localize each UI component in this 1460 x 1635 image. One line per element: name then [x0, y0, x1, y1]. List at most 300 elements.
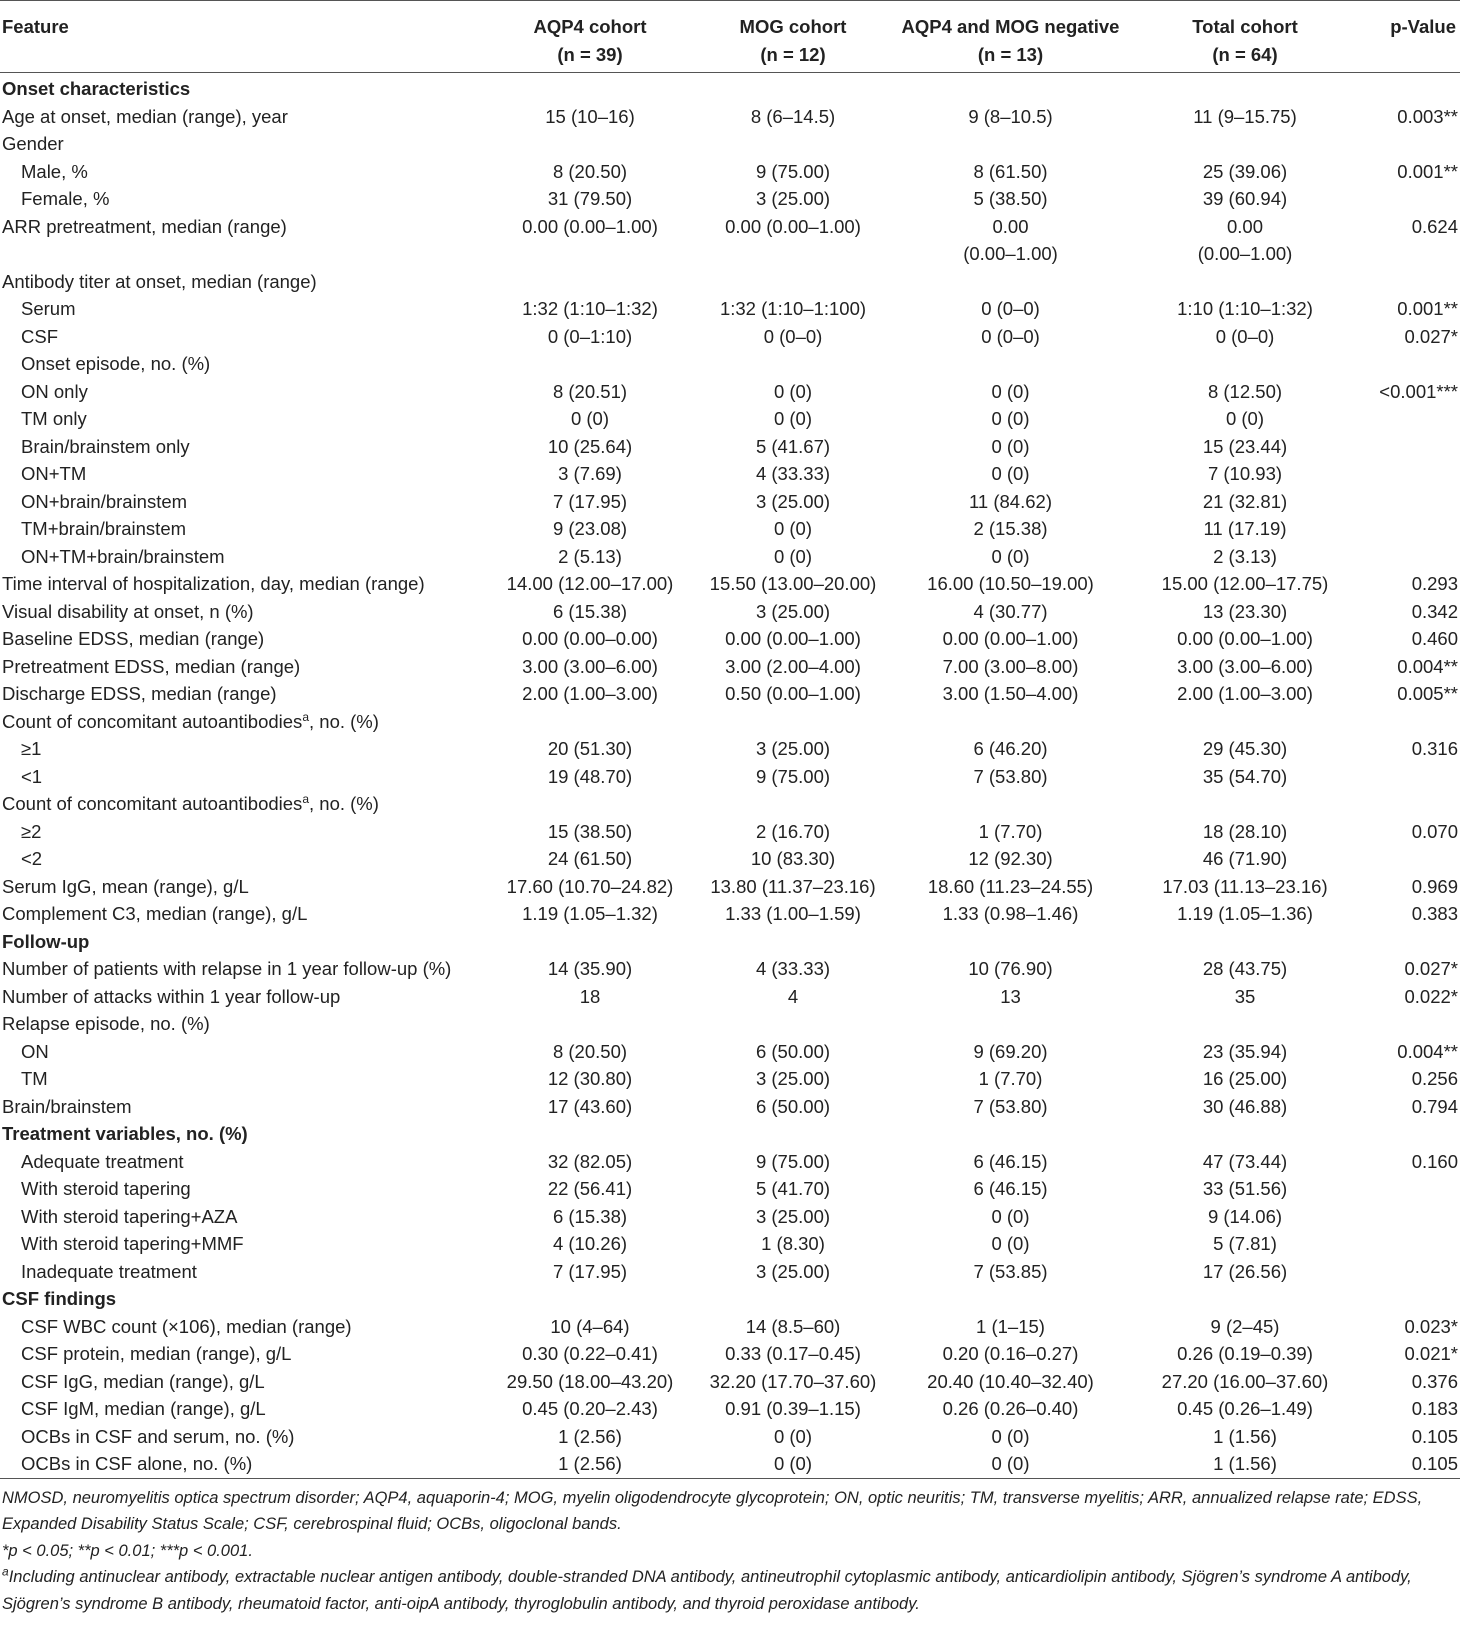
mog-cell: 1 (8.30) [761, 1233, 825, 1254]
feature-cell: TM+brain/brainstem [21, 518, 187, 539]
table-row [0, 653, 1460, 681]
negative-cell: 4 (30.77) [973, 600, 1048, 622]
table-header [0, 1, 1460, 73]
aqp4-cell: 10 (25.64) [547, 435, 633, 457]
table-body [0, 73, 1460, 1479]
table-row [0, 763, 1460, 791]
p-value-cell: 0.027* [1404, 325, 1458, 347]
p-value-cell: 0.001** [1397, 160, 1458, 182]
total-cell: 21 (32.81) [1202, 490, 1288, 512]
negative-cell: 0 (0) [991, 435, 1030, 457]
total-cell: 5 (7.81) [1213, 1233, 1277, 1254]
mog-cell: 0 (0) [773, 408, 813, 429]
aqp4-cell [487, 790, 693, 818]
total-cell: 47 (73.44) [1202, 1150, 1288, 1172]
feature-cell: Visual disability at onset, n (%) [2, 600, 254, 622]
aqp4-cell [487, 350, 693, 378]
p-value-cell: 0.794 [1411, 1095, 1458, 1117]
negative-cell: 0.00 (0.00–1.00) [942, 628, 1079, 649]
total-cell [1128, 790, 1362, 818]
negative-cell: 6 (46.15) [973, 1178, 1048, 1199]
total-cell: 16 (25.00) [1202, 1068, 1288, 1089]
mog-cell [693, 928, 893, 956]
p-value-cell [1362, 350, 1460, 378]
section-title: Onset characteristics [2, 78, 191, 99]
feature-cell: Relapse episode, no. (%) [2, 1013, 210, 1034]
table-row [0, 570, 1460, 598]
p-value-cell [1362, 433, 1460, 461]
p-value-cell: 0.376 [1411, 1370, 1458, 1392]
feature-cell: Antibody titer at onset, median (range) [2, 270, 317, 292]
total-cell: 9 (14.06) [1207, 1205, 1283, 1227]
table-row [0, 158, 1460, 186]
mog-cell: 3 (25.00) [755, 490, 831, 512]
table-row [0, 515, 1460, 543]
aqp4-cell: 22 (56.41) [547, 1178, 633, 1199]
total-cell: 13 (23.30) [1202, 600, 1288, 622]
mog-cell: 4 (33.33) [755, 958, 831, 979]
table-row [0, 983, 1460, 1011]
section-row [0, 73, 1460, 103]
negative-cell: 0.20 (0.16–0.27) [942, 1343, 1079, 1364]
mog-cell: 0.33 (0.17–0.45) [725, 1343, 861, 1364]
footnote-a-text: Including antinuclear antibody, extractable nuclear antigen antibody, double-stranded DNA antibody, antineutrophil cytoplasmic antibody, anticardiolipin antibody, Sjögren’s syndrome A antibody, Sjögren’s syndrome B antibody, rheumatoid factor, anti-oipA antibody, thyroglobulin antibody, and thyroid peroxidase antibody. [2, 1568, 1412, 1613]
feature-cell: OCBs in CSF alone, no. (%) [0, 1450, 487, 1478]
feature-cell: CSF protein, median (range), g/L [21, 1343, 292, 1364]
negative-cell: 16.00 (10.50–19.00) [927, 573, 1094, 594]
total-cell: 0.00 (0.00–1.00) [1197, 215, 1293, 264]
p-value-cell: 0.003** [1397, 105, 1458, 127]
negative-cell [893, 1285, 1128, 1313]
feature-cell: Discharge EDSS, median (range) [2, 683, 277, 704]
aqp4-cell: 6 (15.38) [552, 600, 628, 622]
table-row [0, 1038, 1460, 1066]
negative-cell: 7 (53.80) [973, 765, 1048, 787]
aqp4-cell: 0 (0–1:10) [547, 325, 633, 347]
p-value-cell: 0.001** [1397, 298, 1458, 319]
mog-cell [693, 73, 893, 103]
aqp4-cell: 8 (20.50) [552, 160, 628, 182]
p-value-cell [1362, 460, 1460, 488]
total-cell: 33 (51.56) [1202, 1178, 1288, 1199]
aqp4-cell: 2.00 (1.00–3.00) [522, 683, 658, 704]
total-cell: 1 (1.56) [1128, 1450, 1362, 1478]
p-value-cell [1362, 130, 1460, 158]
p-value-cell [1362, 405, 1460, 433]
total-cell: 0 (0) [1225, 408, 1265, 429]
feature-cell: Serum IgG, mean (range), g/L [2, 875, 249, 897]
negative-cell: 12 (92.30) [968, 848, 1053, 869]
total-cell: 0.26 (0.19–0.39) [1177, 1343, 1313, 1364]
aqp4-cell: 1 (2.56) [558, 1425, 622, 1447]
p-value-cell [1362, 928, 1460, 956]
total-cell: 8 (12.50) [1207, 380, 1283, 402]
negative-cell: 3.00 (1.50–4.00) [942, 683, 1079, 704]
p-value-cell: 0.460 [1411, 628, 1458, 649]
mog-cell: 0 (0) [773, 545, 813, 567]
p-value-cell [1362, 488, 1460, 516]
aqp4-cell [487, 130, 693, 158]
total-cell: 7 (10.93) [1207, 463, 1283, 484]
footnote-significance: *p < 0.05; **p < 0.01; ***p < 0.001. [2, 1541, 253, 1560]
table-row [0, 1203, 1460, 1231]
aqp4-cell: 1 (2.56) [487, 1450, 693, 1478]
mog-cell: 3 (25.00) [755, 600, 831, 622]
negative-cell: 0 (0) [991, 463, 1030, 484]
negative-cell [893, 708, 1128, 736]
aqp4-cell: 12 (30.80) [547, 1068, 633, 1089]
p-value-cell [1362, 543, 1460, 571]
p-value-cell [1362, 185, 1460, 213]
section-title: Treatment variables, no. (%) [2, 1123, 248, 1144]
negative-cell: 0 (0–0) [981, 325, 1040, 347]
total-cell: 9 (2–45) [1210, 1315, 1280, 1337]
mog-cell: 4 [787, 985, 799, 1007]
aqp4-cell [487, 708, 693, 736]
table-row [0, 405, 1460, 433]
table-row [0, 790, 1460, 818]
p-value-cell: 0.105 [1362, 1450, 1460, 1478]
total-cell: 3.00 (3.00–6.00) [1177, 655, 1313, 677]
negative-cell: 9 (69.20) [973, 1040, 1048, 1062]
total-cell [1128, 268, 1362, 296]
total-cell: 39 (60.94) [1202, 188, 1288, 209]
feature-cell: Serum [21, 298, 76, 319]
aqp4-cell: 0.30 (0.22–0.41) [522, 1343, 658, 1364]
p-value-cell: 0.070 [1411, 820, 1458, 842]
p-value-cell [1362, 1175, 1460, 1203]
p-value-cell: 0.022* [1404, 985, 1458, 1007]
total-cell [1128, 73, 1362, 103]
total-cell: 2.00 (1.00–3.00) [1177, 683, 1313, 704]
section-row [0, 1120, 1460, 1148]
feature-cell: Number of patients with relapse in 1 year follow-up (%) [2, 958, 452, 979]
mog-cell [693, 790, 893, 818]
aqp4-cell: 17.60 (10.70–24.82) [506, 875, 674, 897]
p-value-cell: 0.316 [1411, 738, 1458, 759]
footnote-marker: a [302, 709, 309, 724]
feature-cell: Pretreatment EDSS, median (range) [2, 655, 301, 677]
header-aqp4: AQP4 cohort (n = 39) [487, 1, 693, 73]
feature-cell: Number of attacks within 1 year follow-up [2, 985, 341, 1007]
negative-cell: 0.26 (0.26–0.40) [942, 1398, 1079, 1419]
aqp4-cell: 1.19 (1.05–1.32) [522, 903, 658, 924]
header-feature: Feature [0, 1, 487, 73]
total-cell: 0.45 (0.26–1.49) [1177, 1398, 1313, 1419]
p-value-cell: 0.027* [1404, 958, 1458, 979]
aqp4-cell [487, 1010, 693, 1038]
p-value-cell: 0.004** [1397, 655, 1458, 677]
negative-cell [893, 73, 1128, 103]
total-cell: 28 (43.75) [1202, 958, 1288, 979]
table-row [0, 1148, 1460, 1176]
table-row [0, 1010, 1460, 1038]
mog-cell: 1:32 (1:10–1:100) [719, 298, 867, 319]
aqp4-cell: 0.00 (0.00–1.00) [522, 215, 658, 237]
table-row [0, 130, 1460, 158]
total-cell [1128, 130, 1362, 158]
negative-cell: 0 (0) [991, 1425, 1030, 1447]
negative-cell: 6 (46.20) [973, 738, 1048, 759]
footnote-a-mark: a [2, 1564, 9, 1579]
feature-cell: <2 [21, 848, 43, 869]
aqp4-cell: 0.45 (0.20–2.43) [522, 1398, 658, 1419]
table-row [0, 323, 1460, 351]
feature-cell: TM only [21, 408, 87, 429]
total-cell [1128, 1120, 1362, 1148]
negative-cell: 10 (76.90) [968, 958, 1053, 979]
mog-cell: 0 (0) [773, 1425, 813, 1447]
table-row [0, 1450, 1460, 1478]
table-footnotes [0, 1479, 1460, 1618]
p-value-cell [1362, 845, 1460, 873]
feature-cell: Count of concomitant autoantibodies$^a$, no. (%) [2, 709, 379, 732]
negative-cell: 7 (53.85) [973, 1260, 1048, 1282]
total-cell: 0 (0–0) [1215, 325, 1275, 347]
aqp4-cell: 10 (4–64) [550, 1315, 630, 1337]
mog-cell: 32.20 (17.70–37.60) [709, 1370, 877, 1392]
mog-cell [693, 1285, 893, 1313]
feature-cell: Brain/brainstem only [21, 435, 190, 457]
negative-cell: 0 (0) [893, 1450, 1128, 1478]
p-value-cell: 0.342 [1411, 600, 1458, 622]
negative-cell [893, 1010, 1128, 1038]
negative-cell: 6 (46.15) [973, 1150, 1048, 1172]
aqp4-cell: 3 (7.69) [558, 463, 622, 484]
total-cell: 15.00 (12.00–17.75) [1161, 573, 1329, 594]
table-row [0, 1340, 1460, 1368]
aqp4-cell: 0.00 (0.00–0.00) [522, 628, 658, 649]
mog-cell: 0 (0–0) [763, 325, 823, 347]
total-cell: 0.00 (0.00–1.00) [1177, 628, 1313, 649]
table-row [0, 735, 1460, 763]
feature-cell: Time interval of hospitalization, day, median (range) [2, 573, 425, 594]
table-row [0, 378, 1460, 406]
total-cell: 35 [1234, 985, 1256, 1007]
total-cell [1128, 350, 1362, 378]
table-row [0, 1368, 1460, 1396]
mog-cell: 9 (75.00) [755, 160, 831, 182]
p-value-cell: <0.001*** [1379, 380, 1458, 402]
negative-cell: 18.60 (11.23–24.55) [927, 875, 1094, 897]
aqp4-cell [487, 73, 693, 103]
table-row [0, 295, 1460, 323]
aqp4-cell: 20 (51.30) [547, 738, 633, 759]
negative-cell [893, 790, 1128, 818]
mog-cell: 13.80 (11.37–23.16) [710, 875, 876, 897]
p-value-cell: 0.021* [1404, 1343, 1458, 1364]
aqp4-cell: 14.00 (12.00–17.00) [506, 573, 674, 594]
mog-cell [693, 708, 893, 736]
p-value-cell [1362, 268, 1460, 296]
aqp4-cell: 7 (17.95) [552, 490, 628, 512]
aqp4-cell [487, 1120, 693, 1148]
aqp4-cell: 31 (79.50) [547, 188, 633, 209]
table-row [0, 185, 1460, 213]
mog-cell: 9 (75.00) [755, 765, 831, 787]
negative-cell: 20.40 (10.40–32.40) [927, 1370, 1094, 1392]
table-row [0, 1423, 1460, 1451]
aqp4-cell: 0 (0) [570, 408, 610, 429]
negative-cell: 0.00 (0.00–1.00) [963, 215, 1058, 264]
negative-cell: 13 [1000, 985, 1021, 1007]
mog-cell: 3 (25.00) [755, 1260, 831, 1282]
header-p-value: p-Value [1362, 1, 1460, 73]
table-row [0, 543, 1460, 571]
feature-cell: Male, % [21, 160, 88, 182]
feature-cell: ARR pretreatment, median (range) [2, 215, 287, 237]
table-row [0, 598, 1460, 626]
mog-cell: 5 (41.67) [755, 435, 831, 457]
total-cell: 1.19 (1.05–1.36) [1177, 903, 1313, 924]
negative-cell: 8 (61.50) [973, 160, 1048, 182]
table-row [0, 873, 1460, 901]
aqp4-cell: 29.50 (18.00–43.20) [506, 1370, 674, 1392]
mog-cell: 6 (50.00) [755, 1040, 831, 1062]
negative-cell: 1 (7.70) [978, 1068, 1043, 1089]
table-row [0, 1065, 1460, 1093]
p-value-cell: 0.005** [1397, 683, 1458, 704]
mog-cell [693, 1120, 893, 1148]
total-cell: 1 (1.56) [1213, 1425, 1277, 1447]
mog-cell [693, 1010, 893, 1038]
table-row [0, 1395, 1460, 1423]
feature-cell: Count of concomitant autoantibodies$^a$, no. (%) [2, 791, 379, 814]
total-cell: 18 (28.10) [1202, 820, 1288, 842]
feature-cell: Complement C3, median (range), g/L [2, 903, 308, 924]
mog-cell: 14 (8.5–60) [745, 1315, 841, 1337]
feature-cell: With steroid tapering [21, 1178, 191, 1199]
aqp4-cell: 1:32 (1:10–1:32) [522, 298, 658, 319]
aqp4-cell: 18 [579, 985, 601, 1007]
mog-cell: 0 (0) [773, 518, 813, 539]
feature-cell: Onset episode, no. (%) [21, 353, 211, 374]
table-row [0, 1175, 1460, 1203]
negative-cell: 2 (15.38) [973, 518, 1048, 539]
p-value-cell: 0.256 [1411, 1068, 1458, 1089]
negative-cell: 1 (1–15) [976, 1315, 1045, 1337]
mog-cell [693, 130, 893, 158]
aqp4-cell: 9 (23.08) [552, 518, 628, 539]
header-row [0, 1, 1460, 73]
aqp4-cell: 15 (38.50) [547, 820, 633, 842]
mog-cell: 3 (25.00) [755, 1068, 831, 1089]
aqp4-cell: 19 (48.70) [547, 765, 633, 787]
p-value-cell: 0.160 [1411, 1150, 1458, 1172]
total-cell: 1:10 (1:10–1:32) [1177, 298, 1313, 319]
p-value-cell [1362, 515, 1460, 543]
header-mog: MOG cohort (n = 12) [693, 1, 893, 73]
negative-cell: 7.00 (3.00–8.00) [942, 655, 1079, 677]
aqp4-cell: 3.00 (3.00–6.00) [522, 655, 658, 677]
feature-cell: Baseline EDSS, median (range) [2, 628, 265, 649]
feature-cell: CSF WBC count (×106), median (range) [21, 1315, 352, 1337]
negative-cell: 9 (8–10.5) [968, 105, 1053, 127]
total-cell [1128, 708, 1362, 736]
negative-cell: 0 (0) [991, 1233, 1030, 1254]
section-row [0, 928, 1460, 956]
table-row [0, 1258, 1460, 1286]
total-cell: 23 (35.94) [1202, 1040, 1288, 1062]
aqp4-cell: 32 (82.05) [547, 1150, 633, 1172]
mog-cell [693, 268, 893, 296]
aqp4-cell: 15 (10–16) [545, 105, 635, 127]
negative-cell: 0 (0) [991, 1205, 1030, 1227]
negative-cell: 7 (53.80) [973, 1095, 1048, 1117]
negative-cell [893, 928, 1128, 956]
mog-cell: 8 (6–14.5) [750, 105, 836, 127]
total-cell: 17.03 (11.13–23.16) [1162, 875, 1328, 897]
aqp4-cell: 6 (15.38) [552, 1205, 628, 1227]
p-value-cell [1362, 1010, 1460, 1038]
negative-cell: 1 (7.70) [978, 820, 1043, 842]
table-row [0, 708, 1460, 736]
aqp4-cell: 2 (5.13) [558, 545, 622, 567]
negative-cell: 0 (0) [991, 408, 1030, 429]
total-cell: 15 (23.44) [1202, 435, 1288, 457]
feature-cell: Brain/brainstem [2, 1095, 132, 1117]
mog-cell: 0.00 (0.00–1.00) [725, 215, 861, 237]
section-title: Follow-up [2, 930, 90, 952]
negative-cell [893, 268, 1128, 296]
table-row [0, 103, 1460, 131]
negative-cell: 0 (0–0) [981, 298, 1040, 319]
p-value-cell: 0.105 [1411, 1425, 1458, 1447]
feature-cell: ON+brain/brainstem [21, 490, 188, 512]
p-value-cell: 0.624 [1411, 215, 1458, 237]
mog-cell [693, 350, 893, 378]
mog-cell: 5 (41.70) [755, 1178, 831, 1199]
mog-cell: 4 (33.33) [755, 463, 831, 484]
mog-cell: 3 (25.00) [755, 188, 831, 209]
mog-cell: 3 (25.00) [755, 1205, 831, 1227]
aqp4-cell [487, 268, 693, 296]
total-cell: 25 (39.06) [1202, 160, 1288, 182]
table-row [0, 350, 1460, 378]
mog-cell: 0 (0) [773, 380, 813, 402]
feature-cell: With steroid tapering+AZA [21, 1205, 238, 1227]
table-row [0, 1093, 1460, 1121]
negative-cell: 5 (38.50) [973, 188, 1048, 209]
feature-cell: ON only [21, 380, 88, 402]
total-cell: 35 (54.70) [1202, 765, 1288, 787]
aqp4-cell: 24 (61.50) [547, 848, 633, 869]
negative-cell: 0 (0) [991, 545, 1030, 567]
feature-cell: <1 [21, 765, 43, 787]
total-cell: 46 (71.90) [1202, 848, 1288, 869]
feature-cell: ON [21, 1040, 49, 1062]
footnote-abbreviations: NMOSD, neuromyelitis optica spectrum disorder; AQP4, aquaporin-4; MOG, myelin oligodendrocyte glycoprotein; ON, optic neuritis; TM, transverse myelitis; ARR, annualized relapse rate; EDSS, Expanded Disability Status Scale; CSF, cerebrospinal fluid; OCBs, oligoclonal bands. [2, 1488, 1423, 1533]
p-value-cell [1362, 763, 1460, 791]
table-row [0, 488, 1460, 516]
feature-cell: Gender [2, 133, 64, 154]
p-value-cell: 0.293 [1411, 573, 1458, 594]
table-row [0, 955, 1460, 983]
p-value-cell [1362, 1120, 1460, 1148]
table-row [0, 213, 1460, 268]
p-value-cell [1362, 73, 1460, 103]
feature-cell: OCBs in CSF and serum, no. (%) [21, 1425, 295, 1447]
total-cell: 2 (3.13) [1213, 545, 1277, 567]
total-cell [1128, 928, 1362, 956]
p-value-cell [1362, 1203, 1460, 1231]
table-row [0, 1230, 1460, 1258]
total-cell: 11 (17.19) [1203, 518, 1287, 539]
feature-cell: CSF [21, 325, 58, 347]
p-value-cell [1362, 1230, 1460, 1258]
mog-cell: 3 (25.00) [755, 738, 831, 759]
mog-cell: 0 (0) [693, 1450, 893, 1478]
